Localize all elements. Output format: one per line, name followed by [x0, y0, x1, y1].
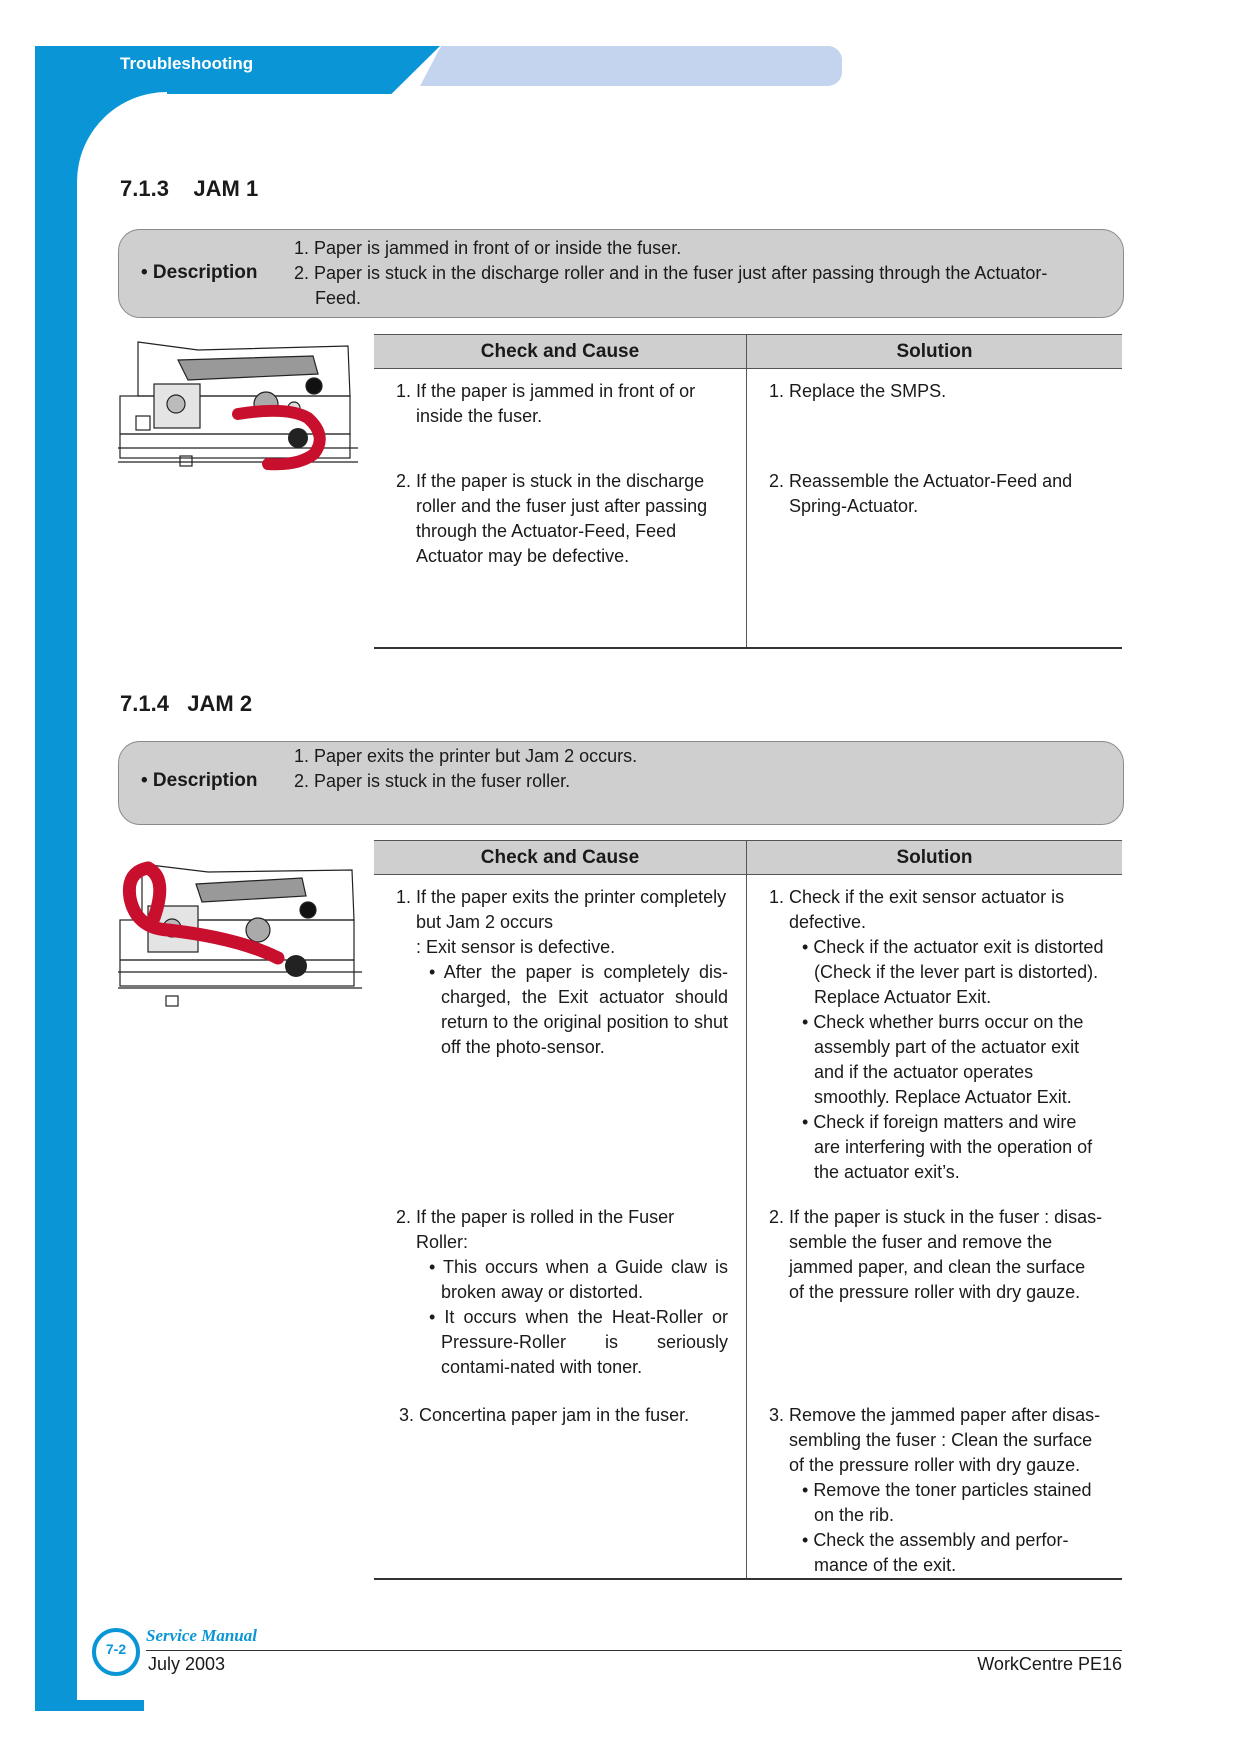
- jam2-check-1-bullet: • After the paper is completely dis-charged, the Exit actuator should return to the original position to shut off the photo-sensor.: [429, 962, 729, 1057]
- jam2-check-2: 2. If the paper is rolled in the Fuser Roller:: [396, 1207, 675, 1252]
- jam2-check-table: [374, 840, 1122, 1580]
- page-number: 7-2: [105, 1641, 127, 1657]
- jam2-description-label: • Description: [141, 770, 258, 791]
- header-band-light: [420, 46, 842, 86]
- jam2-solution-3: 3. Remove the jammed paper after disas-sembling the fuser : Clean the surface of the pressure roller with dry gauze.: [769, 1405, 1101, 1475]
- jam1-check-1: 1. If the paper is jammed in front of or inside the fuser.: [396, 381, 696, 426]
- jam1-heading: [120, 176, 258, 202]
- jam2-heading-title: JAM 2: [187, 691, 253, 716]
- table-row: [374, 1393, 1122, 1579]
- jam2-description-list: [294, 744, 1083, 794]
- jam1-description-label: • Description: [141, 262, 258, 283]
- table-row: [374, 469, 1122, 648]
- jam2-heading: [120, 691, 252, 717]
- jam2-solution-1-bullet: • Check if the actuator exit is distorted (Check if the lever part is distorted). Replace Actuator Exit.: [802, 937, 1104, 1007]
- section-title: Troubleshooting: [120, 54, 254, 73]
- jam2-description-item: 2. Paper is stuck in the fuser roller.: [294, 771, 571, 791]
- footer-model: WorkCentre PE16: [977, 1654, 1122, 1674]
- jam2-solution-1: 1. Check if the exit sensor actuator is defective.: [769, 887, 1065, 932]
- jam2-check-2-bullet: • This occurs when a Guide claw is broken away or distorted.: [429, 1257, 728, 1302]
- jam2-check-1: 1. If the paper exits the printer completely but Jam 2 occurs: [396, 887, 727, 932]
- jam2-solution-2: 2. If the paper is stuck in the fuser : disas-semble the fuser and remove the jammed paper, and clean the surface of the pressure roller with dry gauze.: [769, 1207, 1103, 1302]
- jam2-check-1-sub: : Exit sensor is defective.: [416, 937, 616, 957]
- jam2-heading-number: 7.1.4: [120, 691, 169, 716]
- jam2-printer-diagram: [118, 858, 362, 1018]
- jam2-check-2-bullet: • It occurs when the Heat-Roller or Pressure-Roller is seriously contami-nated with toner.: [429, 1307, 728, 1377]
- table-row: [374, 875, 1122, 1196]
- footer-manual-label: Service Manual: [146, 1626, 257, 1645]
- table-row: [374, 369, 1122, 470]
- jam1-description-item: 1. Paper is jammed in front of or inside the fuser.: [294, 238, 682, 258]
- jam1-col-solution: Solution: [747, 335, 1123, 369]
- jam2-check-3: 3. Concertina paper jam in the fuser.: [399, 1405, 690, 1425]
- jam2-col-check: Check and Cause: [374, 841, 747, 875]
- jam1-check-table: [374, 334, 1122, 649]
- jam2-description-item: 1. Paper exits the printer but Jam 2 occurs.: [294, 746, 638, 766]
- footer-date: July 2003: [148, 1654, 226, 1674]
- jam2-description-box: [118, 741, 1124, 825]
- jam1-heading-title: JAM 1: [193, 176, 259, 201]
- jam1-col-check: Check and Cause: [374, 335, 747, 369]
- jam1-heading-number: 7.1.3: [120, 176, 169, 201]
- jam2-solution-3-bullet: • Check the assembly and perfor-mance of the exit.: [802, 1530, 1069, 1575]
- footer-divider: [146, 1650, 1122, 1651]
- jam1-printer-diagram: [118, 336, 358, 486]
- jam1-description-item: 2. Paper is stuck in the discharge roller and in the fuser just after passing through the Actuator-Feed.: [294, 263, 1048, 308]
- jam2-col-solution: Solution: [747, 841, 1123, 875]
- jam1-solution-2: 2. Reassemble the Actuator-Feed and Spring-Actuator.: [769, 471, 1073, 516]
- jam1-description-box: [118, 229, 1124, 318]
- table-row: [374, 1195, 1122, 1393]
- jam2-solution-3-bullet: • Remove the toner particles stained on the rib.: [802, 1480, 1092, 1525]
- jam1-check-2: 2. If the paper is stuck in the discharge roller and the fuser just after passing through the Actuator-Feed, Feed Actuator may be defective.: [396, 471, 708, 566]
- jam1-description-list: [294, 236, 1083, 311]
- footer-accent-tab: [35, 1700, 144, 1711]
- left-accent-bar: [35, 46, 77, 1711]
- jam1-solution-1: 1. Replace the SMPS.: [769, 381, 947, 401]
- jam2-solution-1-bullet: • Check if foreign matters and wire are interfering with the operation of the actuator exit’s.: [802, 1112, 1093, 1182]
- jam2-solution-1-bullet: • Check whether burrs occur on the assembly part of the actuator exit and if the actuator operates smoothly. Replace Actuator Exit.: [802, 1012, 1084, 1107]
